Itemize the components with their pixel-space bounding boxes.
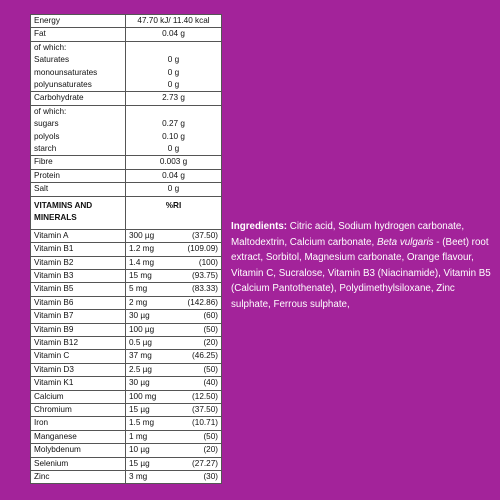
nutrient-value: 0.27 g [126,118,222,130]
vitamin-amount: 37 mg [126,350,174,363]
nutrient-value: 47.70 kJ/ 11.40 kcal [126,15,222,28]
vitamin-ri: (50) [174,363,222,376]
vitamin-amount: 0.5 µg [126,336,174,349]
vitamin-amount: 100 µg [126,323,174,336]
nutrient-name: monounsaturates [31,67,126,79]
vitamin-row [31,471,222,484]
vitamin-row [31,457,222,470]
vitamin-amount: 1.2 mg [126,243,174,256]
vitamin-name: Vitamin B12 [31,336,126,349]
vitamin-ri: (60) [174,310,222,323]
vitamin-ri: (12.50) [174,390,222,403]
vitamin-amount: 15 µg [126,403,174,416]
nutrition-row [31,28,222,41]
nutrient-name: Energy [31,15,126,28]
nutrition-table-body [31,15,222,484]
vitamin-row [31,256,222,269]
vitamin-ri: (37.50) [174,229,222,242]
vitamin-row [31,403,222,416]
nutrition-row [31,54,222,66]
vitamin-name: Vitamin C [31,350,126,363]
vitamin-ri: (27.27) [174,457,222,470]
vitamins-header-label: VITAMINS AND MINERALS [31,196,126,229]
vitamin-name: Molybdenum [31,444,126,457]
nutrition-row [31,143,222,156]
vitamin-row [31,336,222,349]
ingredients-paragraph [231,219,493,313]
vitamin-amount: 1 mg [126,430,174,443]
vitamin-amount: 5 mg [126,283,174,296]
vitamin-ri: (100) [174,256,222,269]
nutrition-table [30,14,222,484]
vitamin-ri: (50) [174,430,222,443]
vitamin-amount: 1.4 mg [126,256,174,269]
vitamin-amount: 1.5 mg [126,417,174,430]
vitamin-ri: (109.09) [174,243,222,256]
vitamin-row [31,430,222,443]
vitamin-amount: 300 µg [126,229,174,242]
vitamin-name: Selenium [31,457,126,470]
vitamin-name: Vitamin B2 [31,256,126,269]
vitamin-ri: (30) [174,471,222,484]
nutrient-value: 2.73 g [126,92,222,105]
nutrition-row [31,92,222,105]
nutrient-name: Fibre [31,156,126,169]
vitamin-name: Vitamin B9 [31,323,126,336]
ingredients-text-after: - (Beet) root extract, Sorbitol, Magnesium carbonate, Orange flavour, Vitamin C, Sucralose, Vitamin B3 (Niacinamide), Vitamin B5 (Calcium Pantothenate), Polydimethylsiloxane, Zinc sulphate, Ferrous sulphate, [231,236,491,310]
nutrient-value: 0 g [126,67,222,79]
nutrient-name: sugars [31,118,126,130]
vitamin-amount: 2 mg [126,296,174,309]
nutrient-name: of which: [31,105,126,118]
vitamin-row [31,323,222,336]
vitamin-name: Manganese [31,430,126,443]
vitamin-row [31,296,222,309]
nutrient-name: Salt [31,183,126,196]
nutrition-row [31,15,222,28]
vitamin-name: Vitamin B5 [31,283,126,296]
nutrition-row [31,79,222,92]
vitamin-ri: (40) [174,377,222,390]
nutrient-value: 0 g [126,183,222,196]
vitamin-ri: (142.86) [174,296,222,309]
vitamin-amount: 10 µg [126,444,174,457]
nutrient-name: Fat [31,28,126,41]
vitamin-name: Iron [31,417,126,430]
vitamin-amount: 30 µg [126,310,174,323]
vitamin-name: Calcium [31,390,126,403]
nutrient-name: Carbohydrate [31,92,126,105]
vitamin-ri: (10.71) [174,417,222,430]
nutrition-row [31,169,222,182]
vitamin-ri: (37.50) [174,403,222,416]
nutrient-value: 0.04 g [126,169,222,182]
vitamin-amount: 15 µg [126,457,174,470]
nutrient-value [126,41,222,54]
vitamin-amount: 15 mg [126,269,174,282]
ingredients-text-before: Citric acid, Sodium hydrogen carbonate, Maltodextrin, Calcium carbonate, [231,221,465,248]
vitamin-ri: (46.25) [174,350,222,363]
nutrient-name: polyunsaturates [31,79,126,92]
ingredients-italic-name: Beta vulgaris [376,236,434,248]
vitamin-row [31,269,222,282]
vitamin-row [31,229,222,242]
nutrient-value: 0.04 g [126,28,222,41]
vitamin-ri: (83.33) [174,283,222,296]
vitamin-name: Vitamin B3 [31,269,126,282]
vitamin-row [31,243,222,256]
vitamins-header-row [31,196,222,229]
vitamin-row [31,350,222,363]
vitamin-ri: (50) [174,323,222,336]
vitamin-row [31,363,222,376]
nutrient-name: of which: [31,41,126,54]
nutrition-row [31,118,222,130]
vitamin-name: Vitamin K1 [31,377,126,390]
vitamin-ri: (20) [174,444,222,457]
vitamin-row [31,390,222,403]
nutrition-row [31,105,222,118]
nutrition-row [31,41,222,54]
nutrition-row [31,156,222,169]
vitamin-name: Vitamin B7 [31,310,126,323]
ingredients-label: Ingredients: [231,221,288,232]
nutrient-name: Protein [31,169,126,182]
vitamin-name: Vitamin B1 [31,243,126,256]
vitamin-name: Vitamin B6 [31,296,126,309]
vitamin-row [31,377,222,390]
nutrient-name: starch [31,143,126,156]
vitamin-name: Zinc [31,471,126,484]
nutrient-name: polyols [31,131,126,143]
vitamin-row [31,417,222,430]
vitamin-amount: 30 µg [126,377,174,390]
nutrient-value: 0 g [126,143,222,156]
nutrition-row [31,131,222,143]
vitamin-row [31,283,222,296]
nutrient-value: 0.10 g [126,131,222,143]
vitamin-amount: 3 mg [126,471,174,484]
nutrient-value: 0.003 g [126,156,222,169]
vitamin-name: Chromium [31,403,126,416]
nutrient-value: 0 g [126,54,222,66]
vitamin-amount: 2.5 µg [126,363,174,376]
ri-header-label: %RI [126,196,222,229]
vitamin-row [31,310,222,323]
vitamin-name: Vitamin A [31,229,126,242]
nutrition-row [31,183,222,196]
nutrient-name: Saturates [31,54,126,66]
vitamin-row [31,444,222,457]
vitamin-ri: (20) [174,336,222,349]
nutrient-value: 0 g [126,79,222,92]
vitamin-amount: 100 mg [126,390,174,403]
vitamin-name: Vitamin D3 [31,363,126,376]
vitamin-ri: (93.75) [174,269,222,282]
nutrient-value [126,105,222,118]
nutrition-row [31,67,222,79]
